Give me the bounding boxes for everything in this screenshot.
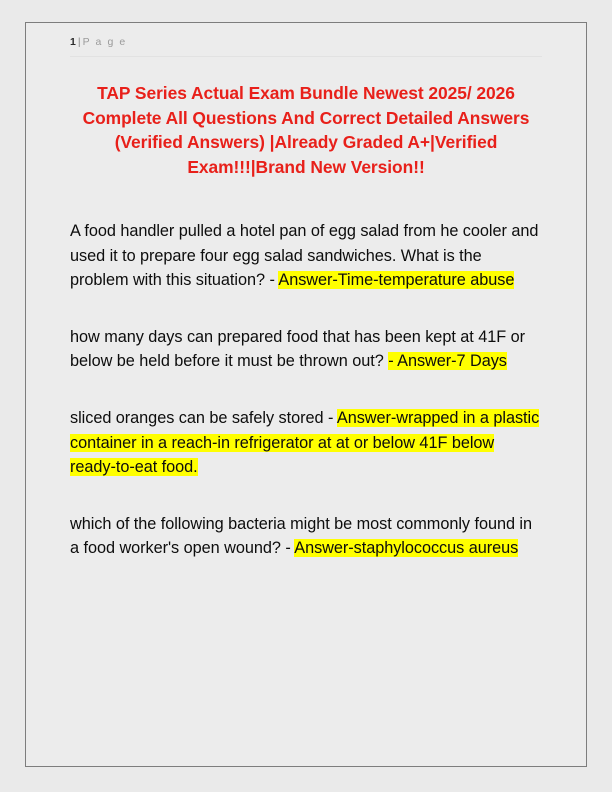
qa-block	[70, 512, 542, 561]
qa-block	[70, 325, 542, 374]
answer-highlight: Answer-wrapped in a plastic container in a reach-in refrigerator at at or below 41F below ready-to-eat food.	[70, 408, 540, 477]
answer-highlight: - Answer-7 Days	[388, 352, 507, 371]
qa-block	[70, 406, 542, 480]
question-text: which of the following bacteria might be most commonly found in a food worker's open wound? -	[70, 514, 533, 558]
question-text: how many days can prepared food that has been kept at 41F or below be held before it must be thrown out?	[70, 327, 525, 371]
header-page-word: P a g e	[82, 36, 127, 48]
answer-highlight: Answer-Time-temperature abuse	[278, 271, 515, 290]
question-text: sliced oranges can be safely stored -	[70, 408, 337, 427]
answer-highlight: Answer-staphylococcus aureus	[294, 539, 519, 558]
page-content-area	[70, 35, 542, 561]
header-separator: |	[77, 36, 81, 48]
document-page	[25, 22, 587, 767]
qa-list	[70, 219, 542, 561]
header-divider	[70, 56, 542, 57]
document-title: TAP Series Actual Exam Bundle Newest 2025/ 2026 Complete All Questions And Correct Detailed Answers (Verified Answers) |Already Graded A+|Verified Exam!!!|Brand New Version!!	[82, 83, 530, 177]
question-text: A food handler pulled a hotel pan of egg salad from he cooler and used it to prepare four egg salad sandwiches. What is the problem with this situation? -	[70, 222, 539, 290]
running-header	[70, 35, 542, 51]
qa-block	[70, 219, 542, 293]
header-page-number: 1	[70, 36, 76, 48]
